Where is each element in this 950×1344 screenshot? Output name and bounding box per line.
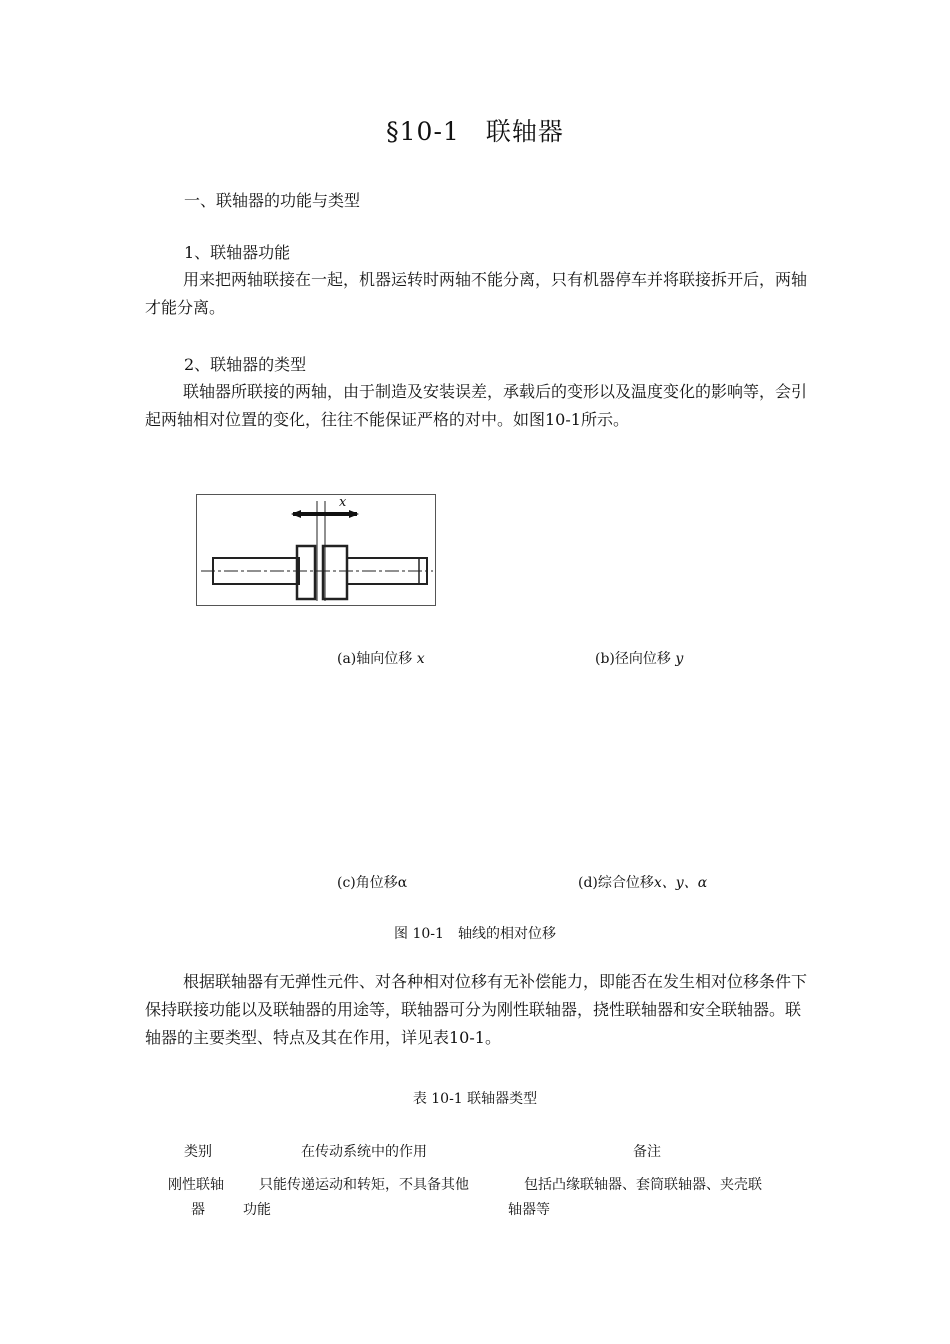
table-cell-role-line1: 只能传递运动和转矩，不具备其他 — [259, 1177, 469, 1193]
figure-axial-displacement — [196, 494, 436, 606]
table-caption: 表 10-1 联轴器类型 — [412, 1091, 538, 1107]
arrow-head-right — [349, 510, 359, 518]
paragraph-types: 联轴器所联接的两轴，由于制造及安装误差，承载后的变形以及温度变化的影响等，会引起两轴相对位置的变化，往往不能保证严格的对中。如图10-1所示。 — [145, 382, 808, 429]
table-cell-notes-line2: 轴器等 — [508, 1202, 550, 1218]
caption-a: (a)轴向位移 x — [337, 651, 425, 667]
caption-b: (b)径向位移 y — [595, 651, 684, 667]
caption-c: (c)角位移α — [337, 875, 408, 891]
table-header-category: 类别 — [184, 1144, 212, 1160]
table-header-role: 在传动系统中的作用 — [301, 1144, 427, 1160]
page-title: §10-1 联轴器 — [386, 117, 564, 146]
coupling-diagram — [197, 495, 435, 605]
subheading-types: 2、联轴器的类型 — [184, 355, 307, 374]
section-heading: 一、联轴器的功能与类型 — [184, 191, 361, 210]
table-cell-category-line1: 刚性联轴 — [168, 1177, 224, 1193]
figure-caption: 图 10-1 轴线的相对位移 — [394, 926, 556, 942]
paragraph-classification: 根据联轴器有无弹性元件、对各种相对位移有无补偿能力，即能否在发生相对位移条件下保持联接功能以及联轴器的用途等，联轴器可分为刚性联轴器，挠性联轴器和安全联轴器。联轴器的主要类型、特点及其在作用，详见表10-1。 — [145, 972, 808, 1047]
table-cell-category-line2: 器 — [191, 1202, 205, 1218]
right-flange — [323, 546, 347, 599]
caption-d: (d)综合位移x、y、α — [578, 875, 708, 891]
table-header-notes: 备注 — [633, 1144, 661, 1160]
arrow-head-left — [291, 510, 301, 518]
paragraph-function: 用来把两轴联接在一起，机器运转时两轴不能分离，只有机器停车并将联接拆开后，两轴才能分离。 — [145, 270, 808, 317]
table-cell-notes-line1: 包括凸缘联轴器、套筒联轴器、夹壳联 — [524, 1177, 762, 1193]
figure-label-x: x — [339, 495, 347, 510]
subheading-function: 1、联轴器功能 — [184, 243, 291, 262]
table-cell-role-line2: 功能 — [243, 1202, 271, 1218]
